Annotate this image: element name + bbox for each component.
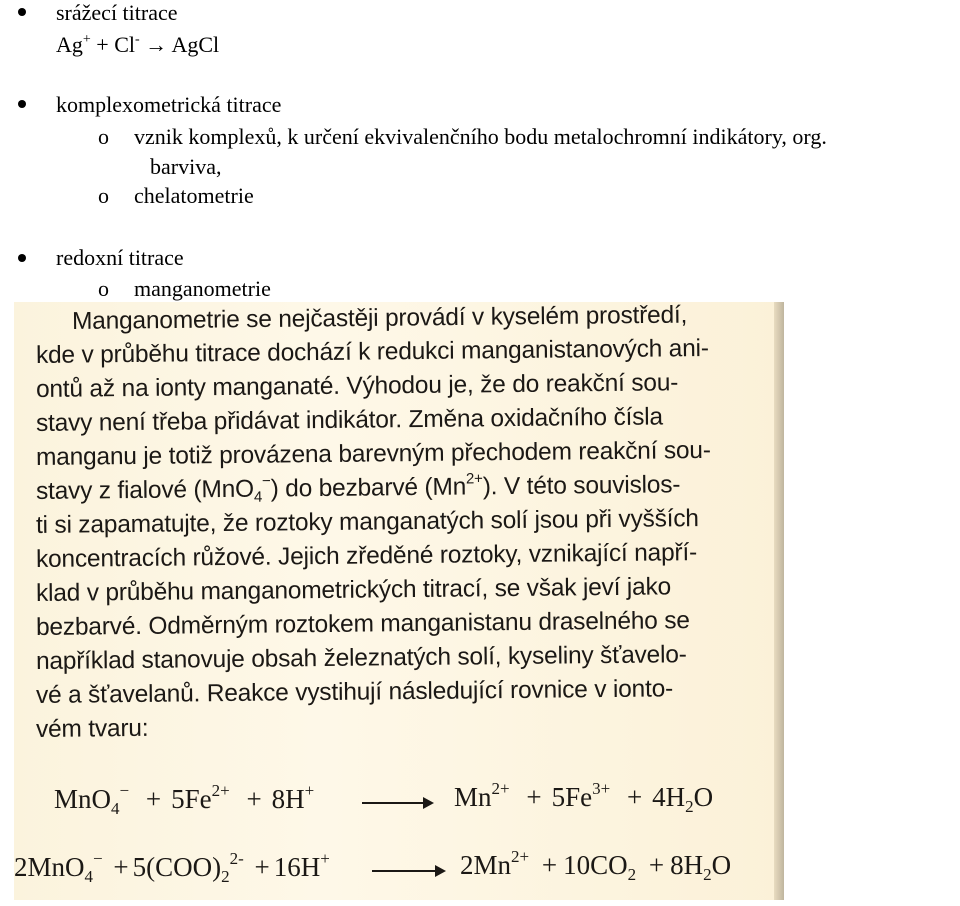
page-edge-shadow (774, 302, 784, 900)
scan-line: klad v průběhu manganometrických titrací, se však jeví jako (35, 573, 672, 607)
scan-line: vé a šťavelanů. Reakce vystihují následující rovnice v ionto- (35, 675, 674, 709)
sub-item-vznik-komplexu-cont: barviva, (150, 154, 222, 179)
sub-bullet-marker: o (98, 124, 109, 149)
reaction-arrow (362, 802, 432, 804)
section-title-komplexometricka: komplexometrická titrace (56, 92, 282, 117)
scan-line-with-formula: stavy z fialové (MnO$_4$−) do bezbarvé $(Mn^{2+})$. V této souvislos- (35, 470, 681, 506)
bullet-dot (18, 254, 26, 262)
scan-line: koncentracích růžové. Jejich zředěné roztoky, vznikající napří- (35, 539, 698, 573)
scan-line: například stanovuje obsah železnatých solí, kyseliny šťavelo- (35, 641, 687, 675)
scan-line: stavy není třeba přidávat indikátor. Změna oxidačního čísla (35, 403, 664, 437)
reaction-arrow (372, 870, 444, 872)
sub-item-vznik-komplexu: vznik komplexů, k určení ekvivalenčního bodu metalochromní indikátory, org. (134, 124, 827, 149)
equation-permanganate-oxalate: $2MnO_4^- + 5(COO)_2^{2-} + 16H^+$ (14, 849, 330, 886)
sub-bullet-marker: o (98, 276, 109, 301)
sub-item-manganometrie: manganometrie (134, 276, 271, 301)
sub-item-chelatometrie: chelatometrie (134, 183, 254, 208)
scan-line: ti si zapamatujte, že roztoky manganatých solí jsou při vyšších (35, 505, 699, 539)
sub-bullet-marker: o (98, 183, 109, 208)
equation-permanganate-oxalate-products: $2Mn^{2+} + 10CO_2 + 8H_2O$ (460, 847, 732, 884)
arrow-glyph: → (145, 32, 168, 57)
scan-line: ontů až na ionty manganaté. Výhodou je, že do reakční sou- (35, 369, 679, 403)
scan-line: vém tvaru: (35, 714, 149, 743)
scan-line: Manganometrie se nejčastěji provádí v kyselém prostředí, (71, 302, 688, 335)
bullet-dot (18, 8, 26, 16)
scan-line: bezbarvé. Odměrným roztokem manganistanu draselného se (35, 607, 690, 641)
section-title-redoxni: redoxní titrace (56, 245, 184, 270)
equation-permanganate-iron: $MnO_4^- + 5Fe^{2+} + 8H^+$ (54, 781, 315, 818)
precipitation-equation: Ag+ + Cl- → AgCl (56, 32, 220, 57)
scan-line: manganu je totiž provázena barevným přechodem reakční sou- (35, 436, 711, 471)
bullet-dot (18, 100, 26, 108)
section-title-srazeci: srážecí titrace (56, 0, 178, 25)
scanned-textbook-excerpt (14, 302, 784, 900)
scan-line: kde v průběhu titrace dochází k redukci manganistanových ani- (35, 334, 709, 369)
equation-permanganate-iron-products: $Mn^{2+} + 5Fe^{3+} + 4H_2O$ (454, 779, 714, 816)
